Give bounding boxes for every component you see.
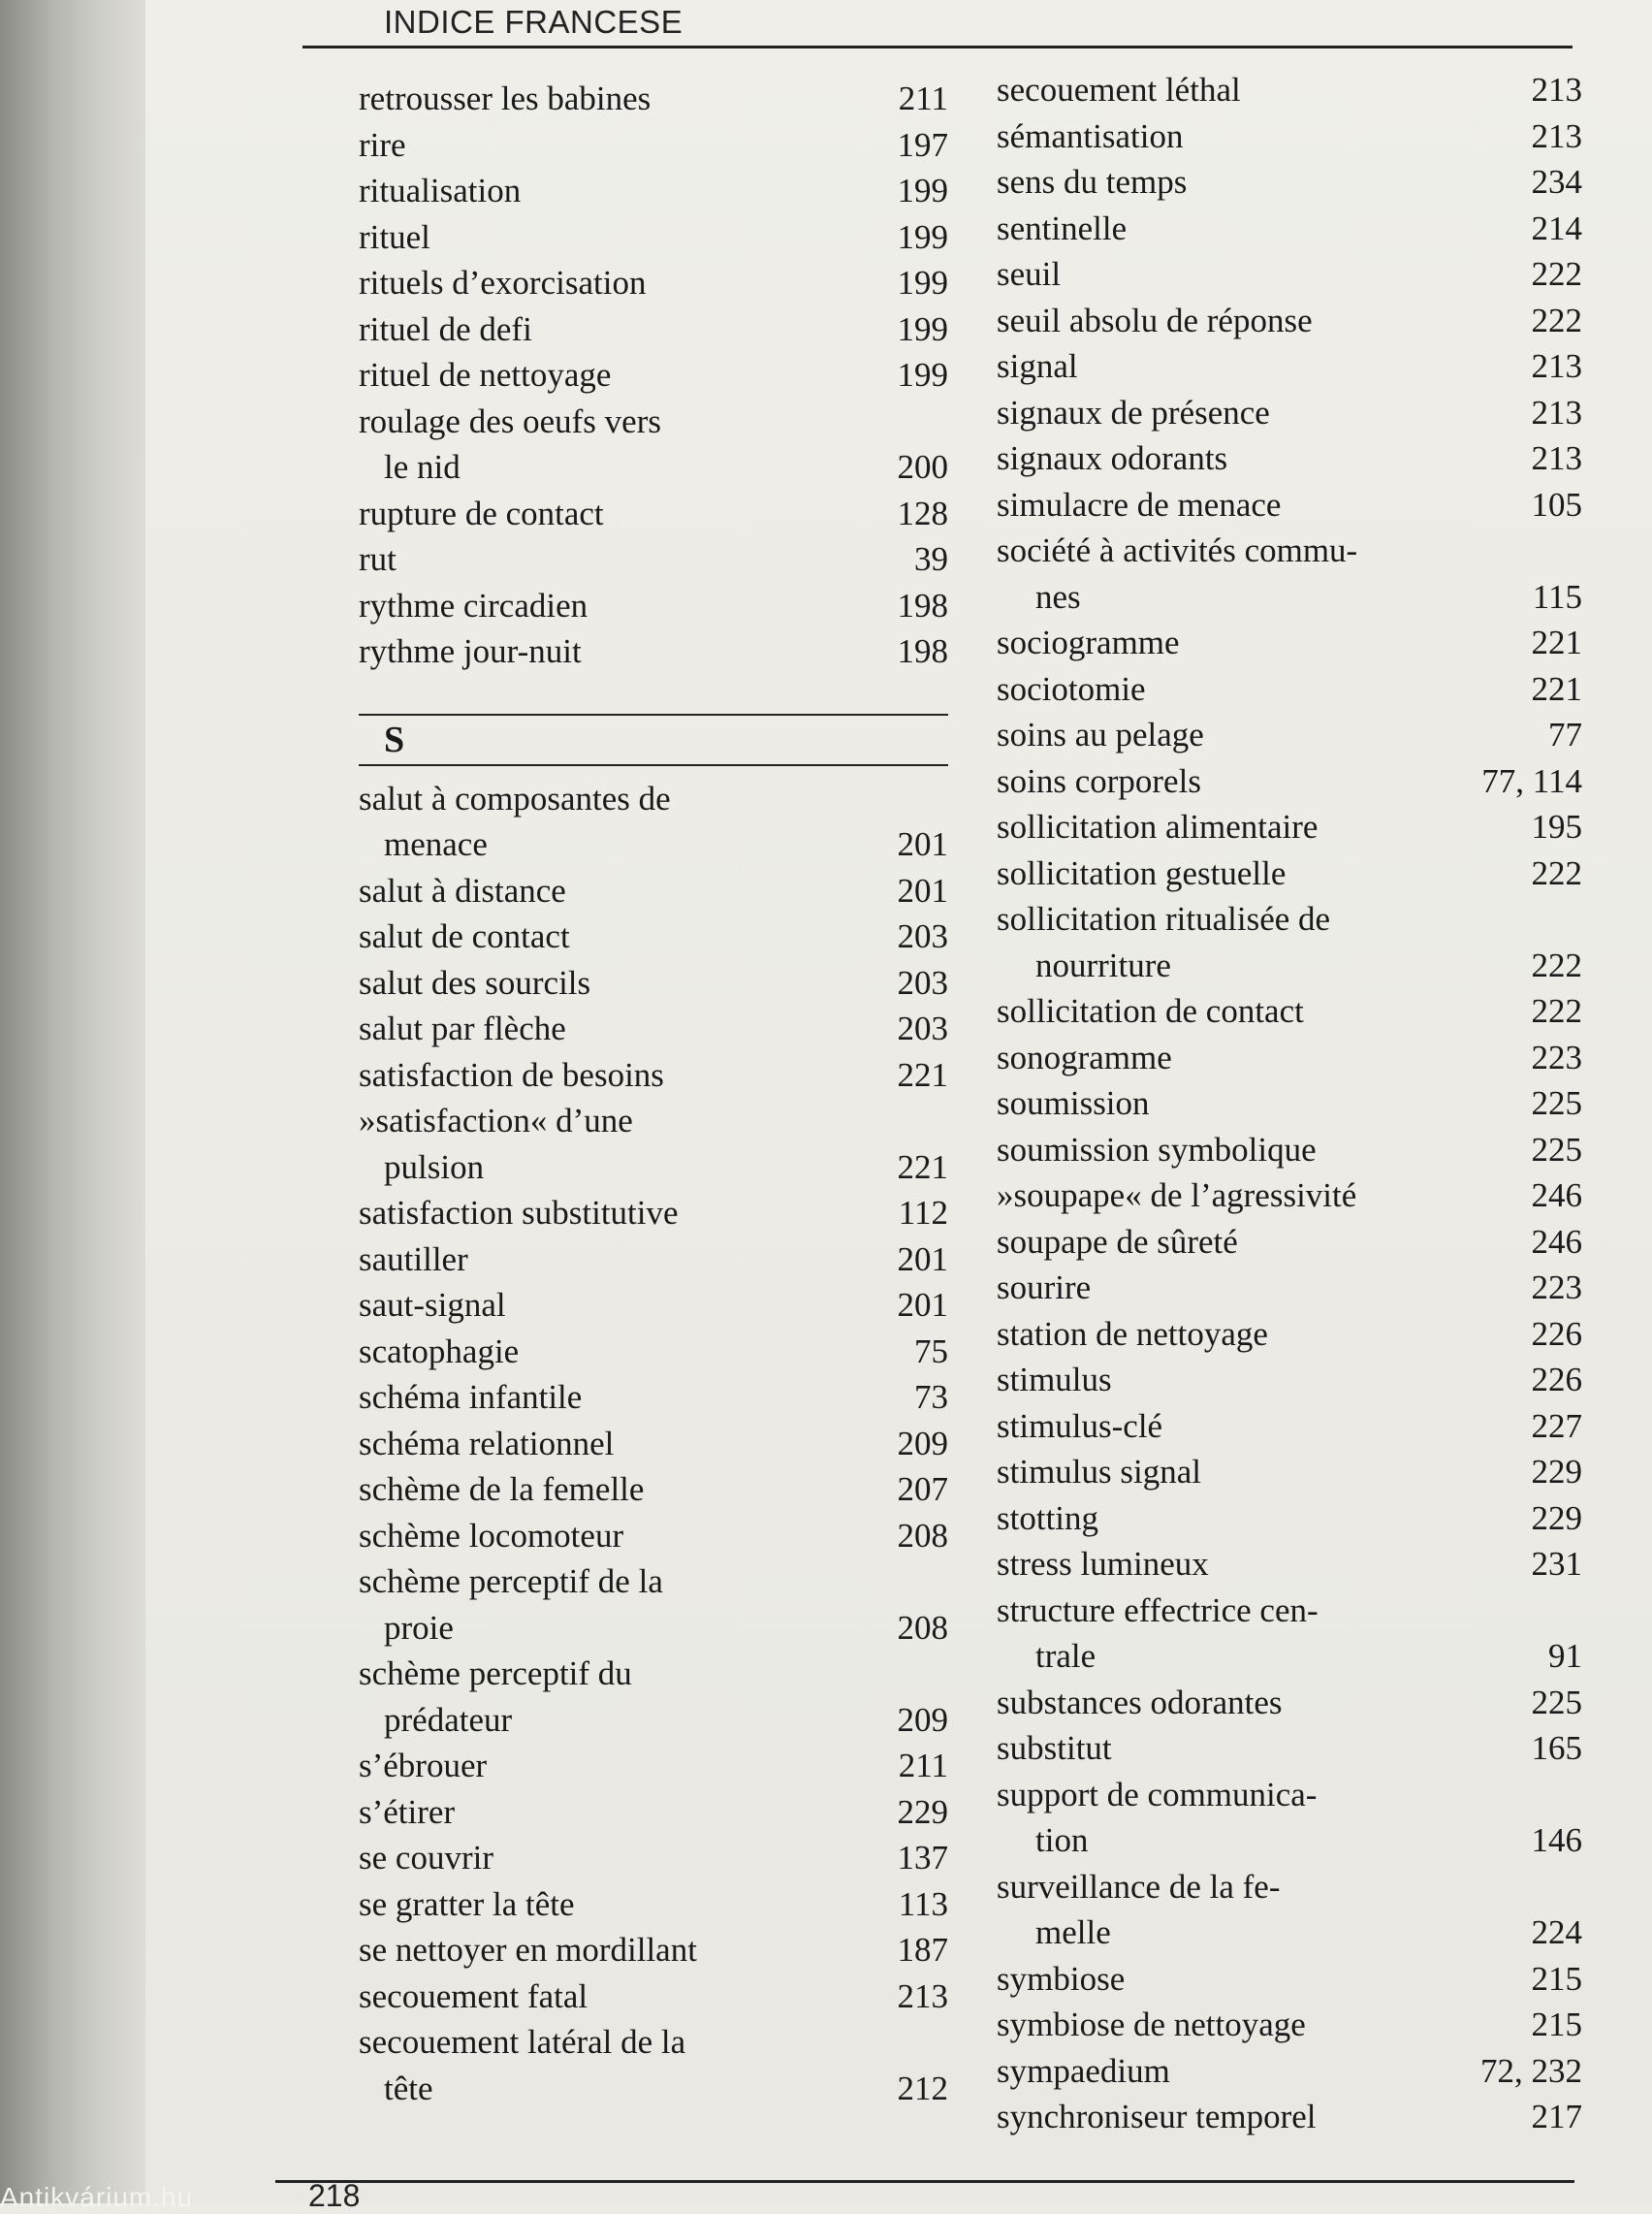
index-entry <box>997 1449 1582 1495</box>
index-page-ref: 209 <box>897 1424 948 1462</box>
index-page-ref: 208 <box>897 1516 948 1555</box>
index-entry <box>997 2048 1582 2095</box>
index-column-left <box>359 76 948 2111</box>
index-term: salut de contact <box>359 917 570 955</box>
index-term: simulacre de menace <box>997 485 1282 524</box>
index-term: satisfaction substitutive <box>359 1194 679 1232</box>
index-entry <box>359 1374 948 1421</box>
index-entry <box>359 1789 948 1836</box>
index-entry <box>359 1605 948 1652</box>
index-page-ref: 75 <box>914 1332 948 1370</box>
index-term: salut à composantes de <box>359 779 671 818</box>
index-entry <box>359 1927 948 1973</box>
index-entry <box>997 2002 1582 2048</box>
index-entry <box>359 491 948 537</box>
index-page-ref: 213 <box>897 1976 948 2015</box>
index-page-ref: 213 <box>1531 347 1582 385</box>
index-term: saut-signal <box>359 1286 506 1324</box>
index-entry <box>997 1080 1582 1127</box>
index-entry <box>359 914 948 960</box>
index-term: sémantisation <box>997 116 1184 155</box>
index-page-ref: 221 <box>1531 669 1582 708</box>
index-term: secouement latéral de la <box>359 2023 686 2061</box>
index-page-ref: 215 <box>1531 1959 1582 1998</box>
index-page-ref: 214 <box>1531 209 1582 247</box>
index-entry <box>997 1772 1582 1818</box>
index-entry <box>997 206 1582 252</box>
index-page-ref: 115 <box>1532 577 1582 616</box>
index-term: schème de la femelle <box>359 1470 645 1508</box>
index-list-right <box>997 67 1582 2140</box>
index-page-ref: 225 <box>1531 1084 1582 1122</box>
index-term: surveillance de la fe- <box>997 1867 1281 1906</box>
index-page-ref: 215 <box>1531 2005 1582 2043</box>
index-entry <box>359 960 948 1007</box>
index-term: pulsion <box>384 1147 485 1186</box>
index-entry <box>359 1329 948 1375</box>
header-rule <box>302 46 1573 48</box>
index-entry <box>359 1144 948 1191</box>
index-term: satisfaction de besoins <box>359 1055 664 1094</box>
index-term: sollicitation ritualisée de <box>997 900 1331 938</box>
index-list-s <box>359 776 948 2112</box>
index-term: schème locomoteur <box>359 1516 624 1555</box>
section-header-s <box>359 714 948 766</box>
index-page-ref: 203 <box>897 917 948 955</box>
index-entry <box>359 1973 948 2020</box>
index-term: rituel <box>359 217 430 256</box>
index-page-ref: 199 <box>897 264 948 302</box>
index-term: salut par flèche <box>359 1010 566 1047</box>
index-term: sens du temps <box>997 163 1188 201</box>
index-page-ref: 77, 114 <box>1481 761 1582 800</box>
index-entry <box>997 1403 1582 1450</box>
index-entry <box>359 1282 948 1329</box>
index-term: melle <box>1035 1913 1111 1951</box>
index-entry <box>997 251 1582 298</box>
index-entry <box>997 2094 1582 2140</box>
index-entry <box>997 620 1582 666</box>
index-term: substitut <box>997 1729 1112 1767</box>
index-entry <box>997 850 1582 897</box>
index-term: secouement léthal <box>997 71 1241 109</box>
index-term: s’étirer <box>359 1792 456 1831</box>
index-entry <box>997 298 1582 344</box>
index-term: secouement fatal <box>359 1976 588 2015</box>
section-letter: S <box>384 719 405 760</box>
watermark-text: Antikvárium.hu <box>0 2182 194 2212</box>
index-entry <box>359 1558 948 1605</box>
index-entry <box>997 1219 1582 1266</box>
index-page-ref: 91 <box>1548 1637 1582 1675</box>
index-page-ref: 229 <box>1531 1498 1582 1537</box>
index-entry <box>997 1172 1582 1219</box>
index-entry <box>997 482 1582 529</box>
index-page-ref: 225 <box>1531 1130 1582 1169</box>
index-term: rythme circadien <box>359 586 588 625</box>
index-term: prédateur <box>384 1700 513 1739</box>
index-page-ref: 201 <box>897 1286 948 1324</box>
index-term: roulage des oeufs vers <box>359 401 661 440</box>
index-term: tion <box>1035 1821 1089 1859</box>
index-term: stimulus-clé <box>997 1406 1163 1445</box>
index-page-ref: 203 <box>897 1010 948 1047</box>
index-page-ref: 223 <box>1531 1038 1582 1076</box>
index-entry <box>359 399 948 445</box>
index-term: rythme jour-nuit <box>359 632 582 670</box>
index-term: se gratter la tête <box>359 1884 575 1923</box>
index-term: stotting <box>997 1498 1099 1537</box>
index-term: soupape de sûreté <box>997 1222 1238 1261</box>
index-term: nes <box>1035 577 1081 616</box>
index-page-ref: 225 <box>1531 1683 1582 1721</box>
index-entry <box>359 352 948 399</box>
index-page-ref: 201 <box>897 871 948 910</box>
index-entry <box>359 1006 948 1052</box>
index-term: support de communica- <box>997 1775 1318 1813</box>
index-term: rituel de defi <box>359 309 532 348</box>
index-term: stimulus signal <box>997 1453 1201 1491</box>
index-list-r <box>359 76 948 675</box>
index-entry <box>359 1697 948 1744</box>
index-page-ref: 226 <box>1531 1314 1582 1353</box>
index-page-ref: 221 <box>1531 624 1582 661</box>
index-term: soumission symbolique <box>997 1130 1317 1169</box>
index-term: soins au pelage <box>997 716 1204 754</box>
page-number: 218 <box>308 2178 361 2213</box>
index-term: trale <box>1035 1637 1096 1675</box>
index-page-ref: 128 <box>897 494 948 532</box>
index-page-ref: 213 <box>1531 393 1582 432</box>
index-entry <box>359 1743 948 1789</box>
index-page-ref: 203 <box>897 963 948 1002</box>
index-page-ref: 197 <box>897 125 948 164</box>
index-term: synchroniseur temporel <box>997 2098 1317 2135</box>
index-page-ref: 222 <box>1531 255 1582 293</box>
index-entry <box>997 1817 1582 1864</box>
index-page-ref: 199 <box>897 356 948 394</box>
index-page-ref: 209 <box>897 1700 948 1739</box>
index-page-ref: 246 <box>1531 1176 1582 1214</box>
index-term: rire <box>359 125 406 164</box>
index-page-ref: 217 <box>1531 2098 1582 2135</box>
index-term: structure effectrice cen- <box>997 1590 1318 1629</box>
index-term: soumission <box>997 1084 1150 1122</box>
index-page-ref: 227 <box>1531 1406 1582 1445</box>
index-page-ref: 234 <box>1531 163 1582 201</box>
index-term: signaux odorants <box>997 439 1228 477</box>
index-entry <box>997 528 1582 574</box>
index-entry <box>997 67 1582 113</box>
index-entry <box>997 896 1582 943</box>
index-page-ref: 212 <box>897 2069 948 2107</box>
index-page-ref: 213 <box>1531 439 1582 477</box>
index-page-ref: 72, 232 <box>1480 2051 1582 2090</box>
index-entry <box>997 1035 1582 1081</box>
index-term: seuil <box>997 255 1062 293</box>
index-entry <box>359 122 948 169</box>
index-term: ritualisation <box>359 172 522 209</box>
index-page-ref: 112 <box>898 1194 948 1232</box>
index-entry <box>359 536 948 583</box>
index-page-ref: 198 <box>897 586 948 625</box>
index-term: stress lumineux <box>997 1545 1209 1583</box>
index-entry <box>997 988 1582 1035</box>
book-binding-shadow <box>0 0 145 2203</box>
index-term: salut des sourcils <box>359 963 591 1002</box>
index-entry <box>359 868 948 914</box>
index-entry <box>359 1835 948 1881</box>
index-entry <box>997 390 1582 436</box>
index-page-ref: 222 <box>1531 301 1582 339</box>
index-column-right <box>997 67 1582 2140</box>
index-entry <box>359 214 948 261</box>
index-term: société à activités commu- <box>997 531 1358 569</box>
index-entry <box>997 1495 1582 1542</box>
index-term: schème perceptif du <box>359 1654 632 1692</box>
index-entry <box>359 2066 948 2112</box>
index-entry <box>359 821 948 868</box>
index-entry <box>997 1127 1582 1173</box>
index-entry <box>997 666 1582 713</box>
index-term: signal <box>997 347 1078 385</box>
index-term: sollicitation alimentaire <box>997 808 1318 846</box>
index-page-ref: 213 <box>1531 71 1582 109</box>
index-entry <box>359 76 948 122</box>
index-term: scatophagie <box>359 1332 520 1370</box>
index-page-ref: 211 <box>898 1747 948 1784</box>
index-entry <box>997 1265 1582 1311</box>
index-term: signaux de présence <box>997 393 1270 432</box>
index-entry <box>359 168 948 214</box>
index-term: se couvrir <box>359 1839 493 1877</box>
index-term: rituel de nettoyage <box>359 356 612 394</box>
index-term: tête <box>384 2069 433 2107</box>
index-entry <box>359 1651 948 1697</box>
index-entry <box>997 943 1582 989</box>
footer-rule <box>275 2180 1574 2183</box>
index-entry <box>359 260 948 306</box>
index-entry <box>359 444 948 491</box>
index-term: symbiose de nettoyage <box>997 2005 1306 2043</box>
index-entry <box>997 1633 1582 1680</box>
index-page-ref: 213 <box>1531 116 1582 155</box>
index-term: symbiose <box>997 1959 1126 1998</box>
index-term: substances odorantes <box>997 1683 1283 1721</box>
index-page-ref: 200 <box>897 448 948 486</box>
index-entry <box>997 712 1582 758</box>
index-entry <box>359 1052 948 1099</box>
index-term: stimulus <box>997 1361 1112 1398</box>
index-entry <box>997 1725 1582 1772</box>
index-term: sociogramme <box>997 624 1180 661</box>
index-page-ref: 211 <box>898 80 948 117</box>
index-term: sociotomie <box>997 669 1146 708</box>
index-page-ref: 229 <box>897 1792 948 1831</box>
index-page-ref: 231 <box>1531 1545 1582 1583</box>
index-entry <box>997 1311 1582 1358</box>
index-term: se nettoyer en mordillant <box>359 1931 697 1969</box>
index-term: rut <box>359 540 397 578</box>
index-term: sourire <box>997 1268 1092 1306</box>
index-entry <box>359 583 948 629</box>
index-term: schème perceptif de la <box>359 1562 663 1600</box>
index-entry <box>997 159 1582 206</box>
index-entry <box>997 435 1582 482</box>
index-page-ref: 222 <box>1531 992 1582 1030</box>
index-page-ref: 223 <box>1531 1268 1582 1306</box>
index-term: s’ébrouer <box>359 1747 488 1784</box>
index-page-ref: 187 <box>897 1931 948 1969</box>
index-term: station de nettoyage <box>997 1314 1268 1353</box>
index-entry <box>997 1588 1582 1634</box>
index-entry <box>359 1190 948 1236</box>
index-term: menace <box>384 825 488 863</box>
index-term: rituels d’exorcisation <box>359 264 647 302</box>
index-term: schéma infantile <box>359 1378 583 1416</box>
index-term: »satisfaction« d’une <box>359 1102 633 1139</box>
index-page-ref: 224 <box>1531 1913 1582 1951</box>
index-page-ref: 229 <box>1531 1453 1582 1491</box>
index-entry <box>997 574 1582 621</box>
index-page-ref: 113 <box>898 1884 948 1923</box>
index-entry <box>359 306 948 353</box>
index-entry <box>997 1541 1582 1588</box>
index-entry <box>997 1909 1582 1956</box>
index-page-ref: 208 <box>897 1608 948 1647</box>
index-page-ref: 195 <box>1531 808 1582 846</box>
index-term: soins corporels <box>997 761 1201 800</box>
index-page-ref: 246 <box>1531 1222 1582 1261</box>
index-term: seuil absolu de réponse <box>997 301 1313 339</box>
index-entry <box>997 1680 1582 1726</box>
index-page-ref: 105 <box>1531 485 1582 524</box>
index-entry <box>359 1513 948 1559</box>
index-term: sentinelle <box>997 209 1128 247</box>
index-entry <box>359 1466 948 1513</box>
index-entry <box>359 1236 948 1283</box>
index-page-ref: 222 <box>1531 946 1582 984</box>
index-entry <box>359 1881 948 1928</box>
index-page-ref: 199 <box>897 309 948 348</box>
index-term: schéma relationnel <box>359 1424 615 1462</box>
index-page-ref: 221 <box>897 1147 948 1186</box>
index-page-ref: 198 <box>897 632 948 670</box>
index-entry <box>997 758 1582 805</box>
index-term: sollicitation gestuelle <box>997 853 1287 892</box>
index-page-ref: 201 <box>897 1239 948 1278</box>
index-entry <box>359 776 948 822</box>
index-page-ref: 199 <box>897 217 948 256</box>
running-header: INDICE FRANCESE <box>384 4 683 40</box>
index-term: sollicitation de contact <box>997 992 1304 1030</box>
index-page-ref: 146 <box>1531 1821 1582 1859</box>
index-term: sympaedium <box>997 2051 1170 2090</box>
index-page-ref: 73 <box>914 1378 948 1416</box>
index-entry <box>359 628 948 675</box>
index-term: sautiller <box>359 1239 468 1278</box>
index-entry <box>997 113 1582 160</box>
index-entry <box>997 1357 1582 1403</box>
index-term: nourriture <box>1035 946 1171 984</box>
index-page-ref: 221 <box>897 1055 948 1094</box>
index-term: le nid <box>384 448 461 486</box>
index-entry <box>997 1864 1582 1910</box>
index-entry <box>997 804 1582 850</box>
index-entry <box>997 1956 1582 2003</box>
index-term: »soupape« de l’agressivité <box>997 1176 1357 1214</box>
index-page-ref: 165 <box>1531 1729 1582 1767</box>
index-term: salut à distance <box>359 871 566 910</box>
index-entry <box>359 2019 948 2066</box>
index-term: sonogramme <box>997 1038 1172 1076</box>
index-term: proie <box>384 1608 454 1647</box>
index-page-ref: 199 <box>897 172 948 209</box>
index-entry <box>359 1421 948 1467</box>
index-page-ref: 77 <box>1548 716 1582 754</box>
index-page-ref: 39 <box>914 540 948 578</box>
index-term: retrousser les babines <box>359 80 651 117</box>
index-entry <box>997 343 1582 390</box>
index-page-ref: 207 <box>897 1470 948 1508</box>
index-term: rupture de contact <box>359 494 604 532</box>
index-page-ref: 137 <box>897 1839 948 1877</box>
index-page-ref: 222 <box>1531 853 1582 892</box>
index-page-ref: 226 <box>1531 1361 1582 1398</box>
index-entry <box>359 1098 948 1144</box>
index-page-ref: 201 <box>897 825 948 863</box>
